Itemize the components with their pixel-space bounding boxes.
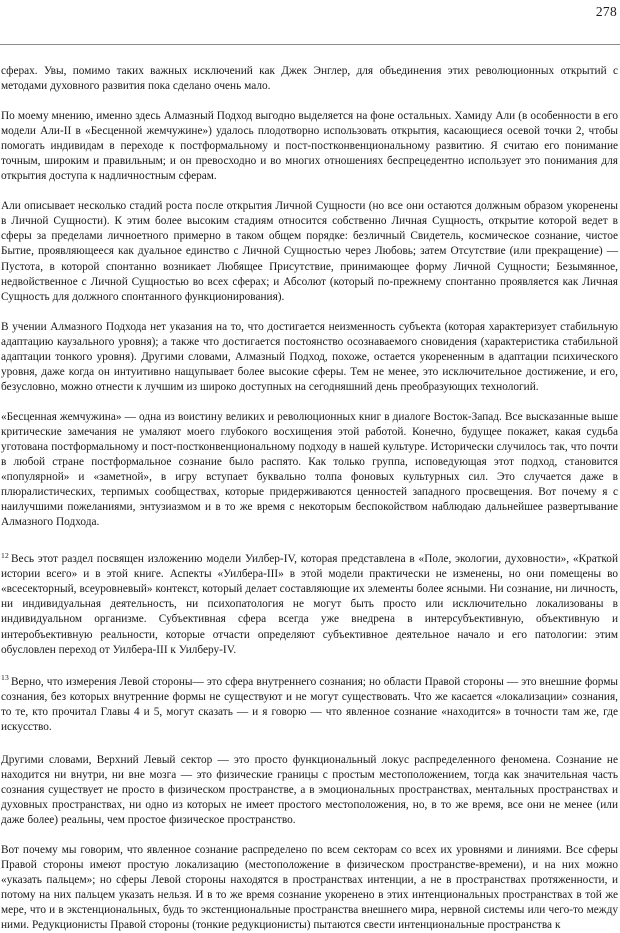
page-header bbox=[0, 0, 620, 44]
paragraph: сферах. Увы, помимо таких важных исключений как Джек Энглер, для объединения этих революционных открытий с методами духовного развития пока сделано очень мало. bbox=[1, 65, 618, 93]
footnote-marker: 12 bbox=[1, 550, 9, 560]
paragraph: «Бесценная жемчужина» — одна из воистину великих и революционных книг в диалоге Восток-Запад. Все высказанные выше критические замечания не умаляют моего глубокого восхищения этой работой. Конечно, будущее покажет, какая судьба уготована постформальному и пост-постконвенциональному подходу в нашей культуре. Исторически случилось так, что почти в любой стране постформальное сознание было распято. Как только группа, исповедующая этот подход, становится «популярной» и «заметной», в игру вступает буквально толпа фоновых культурных сил. Это случается даже в плюралистических, терпимых сообществах, которые придерживаются ценностей западного просвещения. Вот почему я с наилучшими пожеланиями, энтузиазмом и в то же время с некоторым беспокойством наблюдаю дальнейшее развертывание Алмазного Подхода. bbox=[1, 410, 618, 529]
footnote-text: Верно, что измерения Левой стороны— это сфера внутреннего сознания; но области Правой стороны — это внешние формы сознания, без которых внутренние формы не существуют и не могут существовать. Что же касается «локализации» сознания, то те, кто прочитал Главы 4 и 5, могут сказать — и я говорю — что явленное сознание «находится» в точности там же, где искусство. bbox=[1, 675, 618, 733]
paragraph: В учении Алмазного Подхода нет указания на то, что достигается неизменность субъекта (которая характеризует стабильную адаптацию каузального уровня); а также что достигается постоянство осознаваемого сновидения (характеристика стабильной адаптации тонкого уровня). Другими словами, Алмазный Подход, похоже, остается укорененным в адаптации психического уровня, даже когда он интуитивно нащупывает более высокие сферы. Тем не менее, это исключительное достижение, и его, безусловно, можно отнести к лучшим из широко доступных на сегодняшний день преобразующих технологий. bbox=[1, 320, 618, 393]
footnote bbox=[1, 552, 618, 657]
paragraph: Вот почему мы говорим, что явленное сознание распределено по всем секторам со всех их уровнями и линиями. Все сферы Правой стороны имеют простую локализацию (местоположение в физическом пространстве-времени), и на них можно «указать пальцем»; но сферы Левой стороны находятся в пространствах интенции, а не в пространствах протяженности, и потому на них пальцем указать нельзя. И в то же время сознание укоренено в этих интенциональных пространствах в той же мере, что и в экстенциональных, будь то экстенциональные пространства внешнего мира, нервной системы или чего-то между ними. Редукционисты Правой стороны (тонкие редукционисты) пытаются свести интенциональные пространства к bbox=[1, 844, 618, 932]
page-body bbox=[0, 64, 620, 933]
footnote bbox=[1, 672, 618, 735]
footnote-text: Весь этот раздел посвящен изложению модели Уилбер-IV, которая представлена в «Поле, экологии, духовности», «Краткой истории всего» и в этой книге. Аспекты «Уилбера-III» в этой модели практически не изменены, но они помещены во «всесекторный, всеуровневый» контекст, который делает составляющие их элементы более ясными. Ни сознание, ни личность, ни индивидуальная деятельность, ни психопатология не могут быть просто или исключительно локализованы в индивидуальном организме. Субъективная сфера всегда уже внедрена в интерсубъективную, объективную и интеробъективную реальности, которые отчасти определяют субъективное деятельное начало и его патологии: этим обусловлен переход от Уилбера-III к Уилберу-IV. bbox=[1, 553, 618, 656]
paragraph: По моему мнению, именно здесь Алмазный Подход выгодно выделяется на фоне остальных. Хамиду Али (в особенности в его модели Али-II в «Бесценной жемчужине») удалось плодотворно использовать открытия, касающиеся осевой точки 2, чтобы помогать индивидам в переходе к постформальному и пост-постконвенциональному развитию. Я считаю его понимание точным, широким и правильным; и он превосходно и во многих отношениях беспрецедентно использует это понимания для открытия доступа к надличностным сферам. bbox=[1, 110, 618, 183]
paragraph: Другими словами, Верхний Левый сектор — это просто функциональный локус распределенного феномена. Сознание не находится ни внутри, ни вне мозга — это физические границы с простым местоположением, тогда как значительная часть сознания существует не просто в физическом пространстве, а в эмоциональных пространствах, ментальных пространствах и духовных пространствах, ни одно из которых не имеет простого местоположения, но, в то же время, все они не менее (или даже более) реальны, чем простое физическое пространство. bbox=[1, 753, 618, 826]
footnote-marker: 13 bbox=[1, 672, 9, 682]
page-number: 278 bbox=[595, 4, 617, 19]
paragraph: Али описывает несколько стадий роста после открытия Личной Сущности (но все они остаются должным образом укоренены в Личной Сущности). К этим более высоким стадиям относится собственно Личная Сущность, открытие которой ведет в сферы за пределами личноетного примерно в таком общем порядке: безличный Свидетель, космическое сознание, чистое Бытие, проявляющееся как дуальное единство с Личной Сущностью через Любовь; затем Отсутствие (или прекращение) — Пустота, в которой спонтанно возникает Любящее Присутствие, принимающее форму Личной Сущности; Безымянное, недвойственное с Личной Сущностью во всех сферах; и Абсолют (который по-прежнему спонтанно проявляется как Личная Сущность для должного спонтанного функционирования). bbox=[1, 200, 618, 303]
header-divider-rule bbox=[0, 44, 620, 45]
